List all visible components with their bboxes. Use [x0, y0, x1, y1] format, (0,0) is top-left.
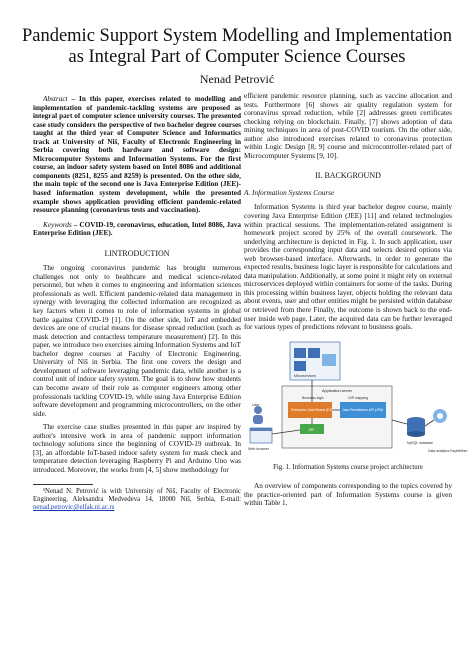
analytics-icon	[433, 409, 447, 423]
author-name: Nenad Petrović	[199, 72, 275, 86]
figure-1-caption: Fig. 1. Information Systems course project architecture	[273, 463, 423, 471]
background-paragraph-2: An overview of components corresponding to the topics covered by the practice-oriented part of Information Systems course is given within Table 1.	[244, 482, 452, 508]
user-label: User	[252, 402, 260, 407]
analytics-connector	[425, 420, 434, 426]
title-line-2: as Integral Part of Computer Science Courses	[68, 47, 406, 67]
paper-title	[20, 26, 454, 68]
intro-paragraph-1: The ongoing coronavirus pandemic has brought numerous challenges not only to healthcare and medical science-related personnel, but when it comes to engineering and information sciences professionals as well. Efficient pandemic-related data management in synergy with leveraging the collected information are recognized as key factors when it comes to role of information systems in global battle against COVID-19 [1]. On the other side, IoT and embedded devices are one of crucial means for disease spread reduction (such as mask detection and contactless temperature measurement) [2]. In this paper, we introduce two exercises aiming Information Systems and IoT bachelor degree courses at Faculty of Electronic Engineering, University of Niš in Serbia. The first one covers the design and development of software leveraging pandemic data, while another is a control unit of indoor safety system. The goal is to show how students can become aware of their role as computer engineers among other professionals tackling COVID-19, while using Java Enterprise Edition software development and programming microcontrollers, on the other side.	[33, 264, 241, 418]
abstract	[33, 95, 241, 215]
orm-label: O/R mapping	[348, 395, 368, 400]
architecture-diagram	[244, 340, 468, 458]
title-line-1: Pandemic Support System Modelling and Implementation	[21, 26, 453, 46]
background-paragraph-1: Information Systems is third year bachelor degree course, mainly covering Java Enterprise Edition (JEE) [11] and related technologies within practical sessions. The implementation-related assignment is homework project scored by 25% of the overall coursework. The underlying architecture is depicted in Fig. 1. In such application, user provides the corresponding input data and selects desired options via web browser-based interface. Afterwards, in order to generate the expected results, business logic layer is responsible for calculations and data manipulation. Additionally, at some point it might rely on external microservices deployed within containers for some of the tasks. During this processing within business layer, objects holding the relevant data about events, user and other entities might be persisted within database or retrieved from there Finally, the outcome is shown back to the end-user inside web page. Later, the acquired data can be further leveraged for various types of predictions relevant to business goals.	[244, 203, 452, 332]
intro-paragraph-2: The exercise case studies presented in this paper are inspired by author's intensive work in area of pandemic support information technology solutions since the beginning of COVID-19 outbreak. In [3], an affordable IoT-based indoor safety system for mask check and temperature detection leveraging Raspberry Pi and Arduino Uno was introduced. Moreover, the works from [4, 5] show methodology for	[33, 423, 241, 474]
abstract-text: – In this paper, exercises related to modelling and implementation of pandemic-tackling systems are proposed as integral part of computer science university courses. The presented case study considers the perspective of two bachelor degree courses taught at the third year of Computer Science and Informatics track at University of Niš, Faculty of Electronic Engineering in Serbia covering both hardware and software design: Microcomputer Systems and Information Systems. For the first course, an indoor safety system based on Intel 8086 and additional components (8251, 8255 and 8259) is presented. On the other side, the main topic of the second one is Java Enterprise Edition (JEE)-based information system development, while the presented example shows application providing efficient pandemic-related resource planning (coronavirus tests and vaccination).	[33, 95, 241, 215]
figure-1	[244, 340, 468, 458]
footnote-rule	[33, 484, 93, 485]
section-1-heading: I.INTRODUCTION	[104, 248, 170, 258]
subsection-a-heading: A. Information Systems Course	[244, 188, 335, 197]
keywords-text: – COVID-19, coronavirus, education, Intel 8086, Java Enterprise Edition (JEE).	[33, 220, 241, 238]
jpa-label: Java Persistence API (JPA)	[342, 407, 384, 412]
business-logic-label: Business logic	[302, 395, 324, 400]
db-connector	[392, 420, 407, 424]
footnote-email-link[interactable]: nenad.petrovic@elfak.ni.ac.rs	[33, 504, 115, 512]
browser-label: Web browser	[248, 446, 270, 451]
microservices-label: Microservices	[294, 373, 316, 378]
right-paragraph-1: efficient pandemic resource planning, such as vaccine allocation and tests. Furthermore [6] shows air quality regulation system for coronavirus spread reduction, while [2] addresses green certificates checking relying on blockchain. Finally, [7] shows adoption of data mining techniques in area of post-COVID tourism. On the other side, author also introduced exercises related to coronavirus protection within Logic Design [8, 9] course and microcontroller-related part of Microcomputer Systems [9, 10].	[244, 92, 452, 160]
keywords-label: Keywords	[43, 220, 72, 229]
left-column	[33, 92, 241, 512]
microservices-box	[290, 342, 340, 380]
right-column	[244, 92, 468, 508]
app-server-label: Application server	[322, 388, 353, 393]
app-server-box	[282, 380, 392, 448]
section-2-heading: II. BACKGROUND	[315, 171, 381, 181]
jsf-label: JSF	[308, 427, 315, 432]
abstract-label: Abstract	[43, 95, 68, 103]
footnote	[33, 488, 241, 512]
ejb-label: Enterprise Java Beans (EJB)	[291, 407, 335, 412]
mysql-label: MySQL database	[407, 440, 434, 445]
database-icon	[407, 417, 425, 437]
browser-icon	[250, 428, 272, 443]
keywords	[33, 221, 241, 238]
footnote-text: ¹Nenad N. Petrović is with University of Niš, Faculty of Electronic Engineering, Aleksandra Medvedeva 14, 18000 Niš, Serbia, E-mail:	[33, 488, 241, 504]
analytics-label: Data analytics RapidMiner	[428, 448, 468, 453]
user-icon	[253, 406, 263, 424]
